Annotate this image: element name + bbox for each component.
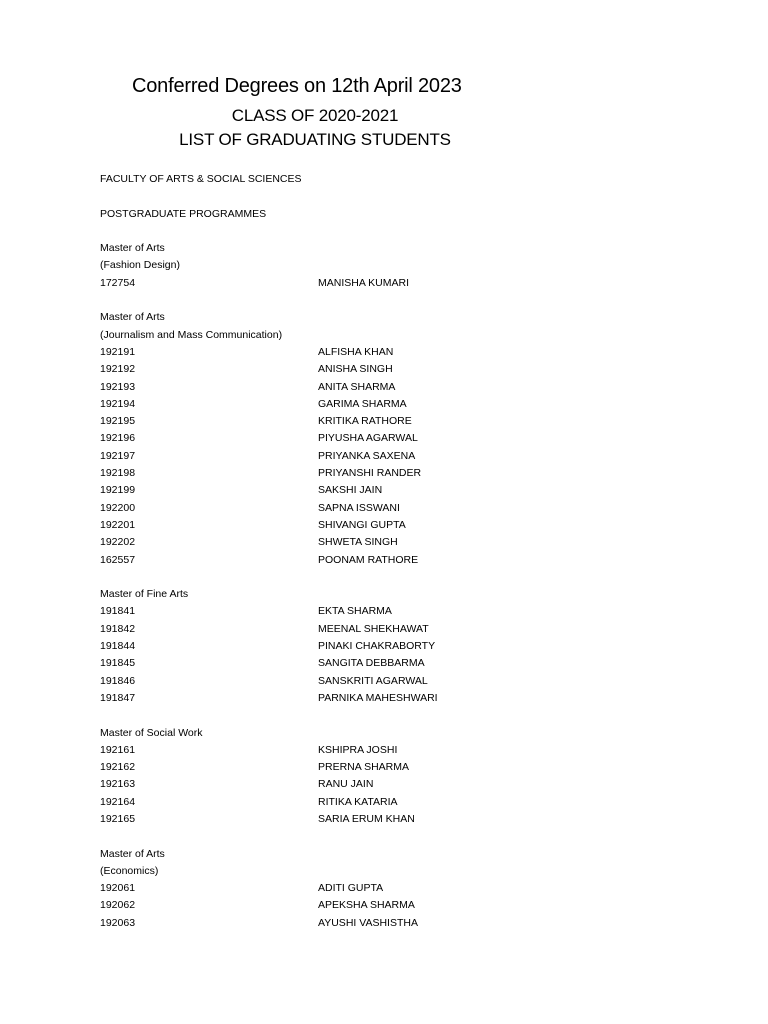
student-name: SARIA ERUM KHAN bbox=[318, 812, 415, 825]
student-id: 192198 bbox=[100, 467, 136, 480]
student-name: KSHIPRA JOSHI bbox=[318, 743, 398, 756]
student-id: 192195 bbox=[100, 415, 136, 428]
student-name: APEKSHA SHARMA bbox=[318, 899, 415, 912]
degree-heading bbox=[100, 846, 660, 863]
student-id: 191846 bbox=[100, 674, 136, 687]
programme-block bbox=[100, 309, 660, 586]
student-row bbox=[100, 621, 660, 638]
student-id: 192201 bbox=[100, 518, 136, 531]
student-row bbox=[100, 794, 660, 811]
student-name: GARIMA SHARMA bbox=[318, 397, 407, 410]
degree-label: Master of Social Work bbox=[100, 726, 203, 739]
student-name: ANITA SHARMA bbox=[318, 380, 396, 393]
spacer bbox=[100, 569, 660, 586]
document-title: Conferred Degrees on 12th April 2023 bbox=[132, 75, 462, 97]
student-name: RITIKA KATARIA bbox=[318, 795, 398, 808]
student-row bbox=[100, 638, 660, 655]
student-name: MANISHA KUMARI bbox=[318, 276, 410, 289]
student-id: 192200 bbox=[100, 501, 136, 514]
student-row bbox=[100, 517, 660, 534]
degree-label: Master of Fine Arts bbox=[100, 588, 189, 601]
student-row bbox=[100, 742, 660, 759]
student-row bbox=[100, 482, 660, 499]
specialization-label: (Economics) bbox=[100, 864, 159, 877]
student-row bbox=[100, 413, 660, 430]
spacer bbox=[100, 292, 660, 309]
student-name: PRERNA SHARMA bbox=[318, 761, 410, 774]
student-id: 192202 bbox=[100, 536, 136, 549]
degree-heading bbox=[100, 586, 660, 603]
student-name: KRITIKA RATHORE bbox=[318, 415, 412, 428]
faculty-label: FACULTY OF ARTS & SOCIAL SCIENCES bbox=[100, 173, 302, 185]
student-id: 191845 bbox=[100, 657, 136, 670]
student-id: 191842 bbox=[100, 622, 136, 635]
student-name: SHIVANGI GUPTA bbox=[318, 518, 406, 531]
student-name: PARNIKA MAHESHWARI bbox=[318, 691, 438, 704]
student-row bbox=[100, 396, 660, 413]
degree-heading bbox=[100, 725, 660, 742]
programme-block bbox=[100, 846, 660, 932]
programme-level-heading bbox=[100, 206, 660, 223]
degree-label: Master of Arts bbox=[100, 311, 165, 324]
student-name: EKTA SHARMA bbox=[318, 605, 392, 618]
student-id: 192165 bbox=[100, 812, 136, 825]
student-id: 172754 bbox=[100, 276, 136, 289]
specialization-heading bbox=[100, 257, 660, 274]
student-id: 192191 bbox=[100, 345, 136, 358]
specialization-label: (Journalism and Mass Communication) bbox=[100, 328, 283, 341]
spacer bbox=[100, 223, 660, 240]
student-row bbox=[100, 465, 660, 482]
spacer bbox=[100, 707, 660, 724]
student-id: 191841 bbox=[100, 605, 136, 618]
specialization-heading bbox=[100, 327, 660, 344]
student-row bbox=[100, 275, 660, 292]
student-row bbox=[100, 430, 660, 447]
student-row bbox=[100, 655, 660, 672]
student-id: 192197 bbox=[100, 449, 136, 462]
degree-heading bbox=[100, 309, 660, 326]
specialization-heading bbox=[100, 863, 660, 880]
programmes-container bbox=[100, 240, 660, 932]
student-id: 191847 bbox=[100, 691, 136, 704]
student-row bbox=[100, 448, 660, 465]
student-name: POONAM RATHORE bbox=[318, 553, 419, 566]
spacer bbox=[100, 188, 660, 205]
student-name: RANU JAIN bbox=[318, 778, 374, 791]
student-row bbox=[100, 500, 660, 517]
student-id: 192192 bbox=[100, 363, 136, 376]
student-id: 162557 bbox=[100, 553, 136, 566]
student-id: 191844 bbox=[100, 640, 136, 653]
student-id: 192164 bbox=[100, 795, 136, 808]
student-id: 192062 bbox=[100, 899, 136, 912]
programme-block bbox=[100, 586, 660, 724]
faculty-heading bbox=[100, 171, 660, 188]
graduates-list bbox=[100, 171, 660, 932]
student-name: ANISHA SINGH bbox=[318, 363, 393, 376]
student-name: ADITI GUPTA bbox=[318, 882, 384, 895]
student-id: 192193 bbox=[100, 380, 136, 393]
student-row bbox=[100, 361, 660, 378]
student-name: MEENAL SHEKHAWAT bbox=[318, 622, 429, 635]
programme-block bbox=[100, 240, 660, 309]
student-row bbox=[100, 379, 660, 396]
student-name: ALFISHA KHAN bbox=[318, 345, 394, 358]
student-row bbox=[100, 811, 660, 828]
student-row bbox=[100, 759, 660, 776]
student-id: 192061 bbox=[100, 882, 136, 895]
programme-block bbox=[100, 725, 660, 846]
student-id: 192199 bbox=[100, 484, 136, 497]
student-id: 192194 bbox=[100, 397, 136, 410]
student-name: AYUSHI VASHISTHA bbox=[318, 916, 418, 929]
degree-heading bbox=[100, 240, 660, 257]
student-name: SANGITA DEBBARMA bbox=[318, 657, 425, 670]
student-name: SAPNA ISSWANI bbox=[318, 501, 400, 514]
student-name: PRIYANSHI RANDER bbox=[318, 467, 422, 480]
student-row bbox=[100, 880, 660, 897]
student-id: 192162 bbox=[100, 761, 136, 774]
list-title-heading: LIST OF GRADUATING STUDENTS bbox=[179, 130, 451, 149]
student-row bbox=[100, 552, 660, 569]
student-row bbox=[100, 344, 660, 361]
specialization-label: (Fashion Design) bbox=[100, 259, 180, 272]
student-id: 192196 bbox=[100, 432, 136, 445]
student-name: SANSKRITI AGARWAL bbox=[318, 674, 428, 687]
student-row bbox=[100, 603, 660, 620]
student-row bbox=[100, 673, 660, 690]
spacer bbox=[100, 828, 660, 845]
student-name: PIYUSHA AGARWAL bbox=[318, 432, 418, 445]
degree-label: Master of Arts bbox=[100, 847, 165, 860]
student-id: 192163 bbox=[100, 778, 136, 791]
degree-label: Master of Arts bbox=[100, 242, 165, 255]
student-name: PINAKI CHAKRABORTY bbox=[318, 640, 436, 653]
programme-level-label: POSTGRADUATE PROGRAMMES bbox=[100, 207, 267, 220]
class-of-heading: CLASS OF 2020-2021 bbox=[231, 106, 399, 125]
student-id: 192063 bbox=[100, 916, 136, 929]
student-row bbox=[100, 690, 660, 707]
student-id: 192161 bbox=[100, 743, 136, 756]
student-row bbox=[100, 776, 660, 793]
student-row bbox=[100, 915, 660, 932]
student-row bbox=[100, 534, 660, 551]
student-name: PRIYANKA SAXENA bbox=[318, 449, 416, 462]
student-row bbox=[100, 897, 660, 914]
student-name: SAKSHI JAIN bbox=[318, 484, 383, 497]
student-name: SHWETA SINGH bbox=[318, 536, 398, 549]
